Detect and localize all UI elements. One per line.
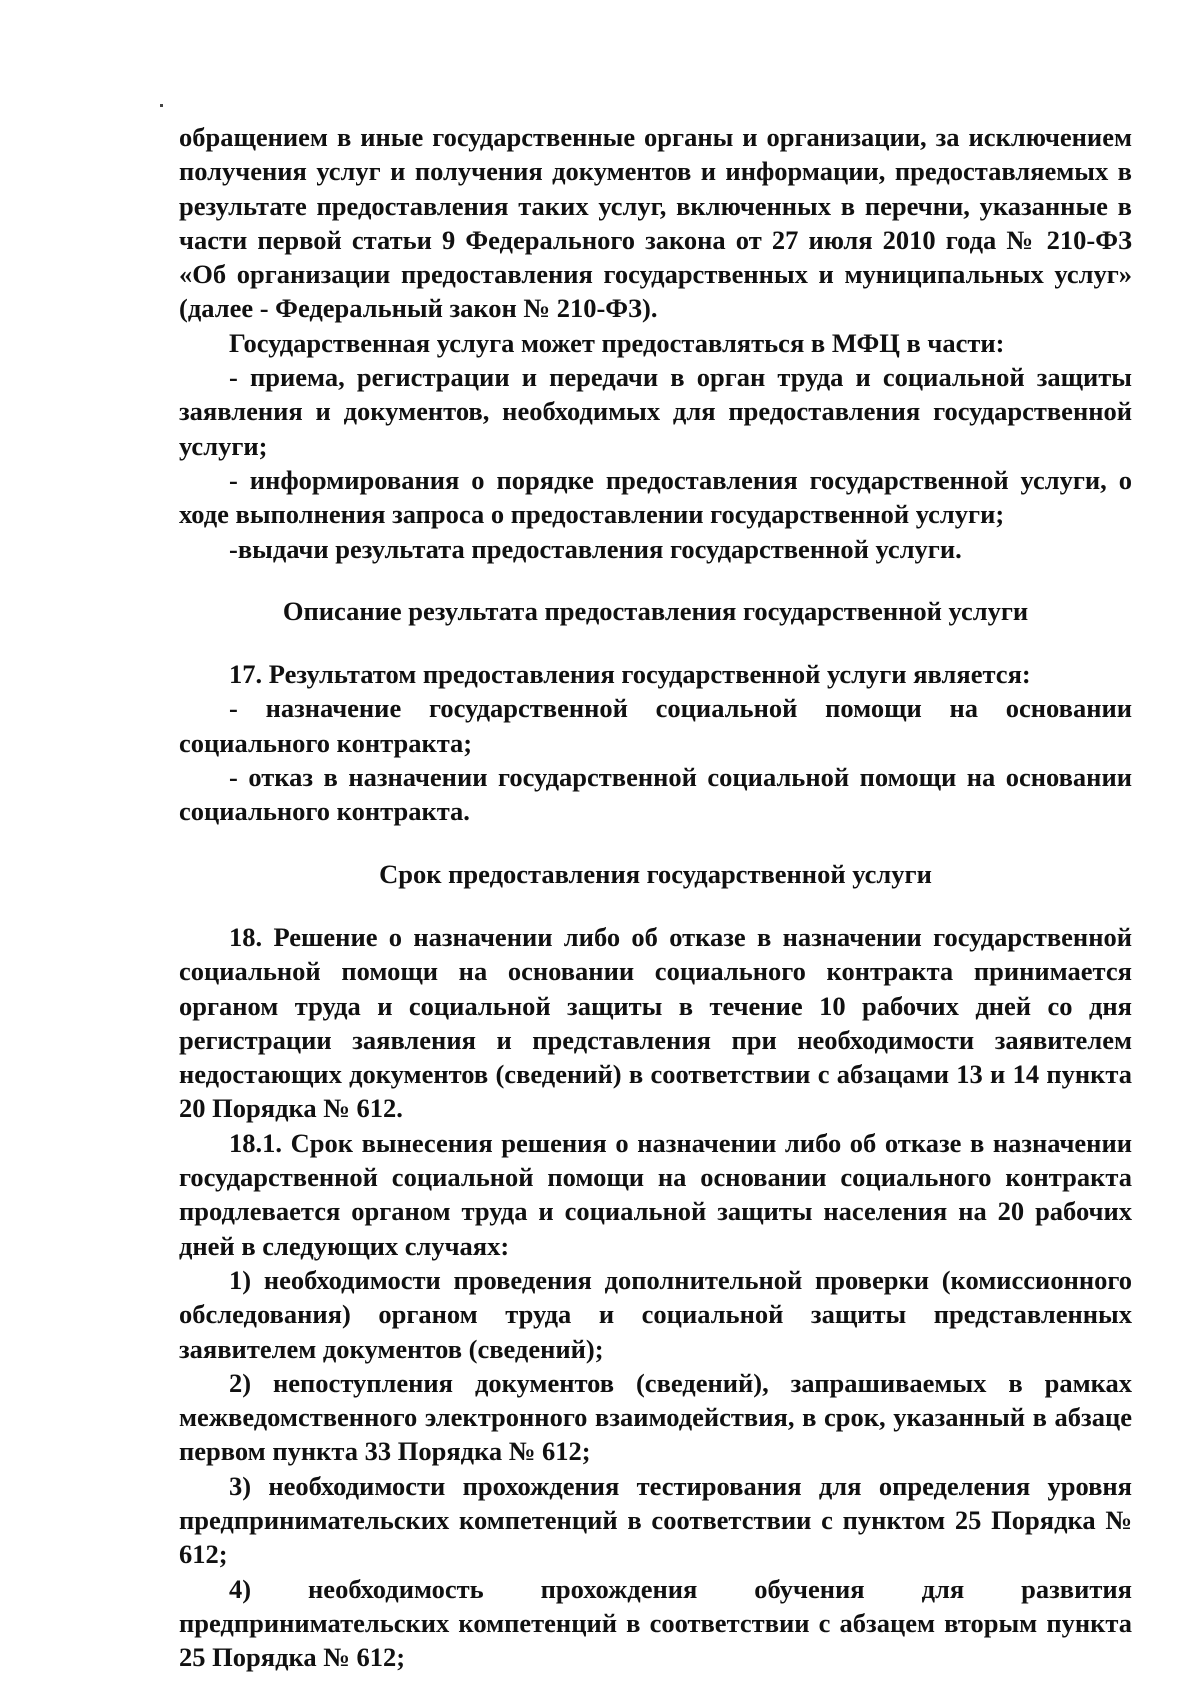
- list-item-case-1: 1) необходимости проведения дополнительной проверки (комиссионного обследования) органом труда и социальной защиты представленных заявителем документов (сведений);: [179, 1264, 1132, 1364]
- paragraph-mfc-intro: Государственная услуга может предоставляться в МФЦ в части:: [229, 327, 1005, 358]
- list-item-assignment: - назначение государственной социальной помощи на основании социального контракта;: [179, 693, 1132, 758]
- list-item-informing: - информирования о порядке предоставления государственной услуги, о ходе выполнения запроса о предоставлении государственной услуги;: [179, 464, 1132, 530]
- paragraph-18: 18. Решение о назначении либо об отказе в назначении государственной социальной помощи на основании социального контракта принимается органом труда и социальной защиты в течение 10 рабочих дней со дня регистрации заявления и представления при необходимости заявителем недостающих документов (сведений) в соответствии с абзацами 13 и 14 пункта 20 Порядка № 612.: [179, 921, 1132, 1124]
- paragraph-18-1: 18.1. Срок вынесения решения о назначении либо об отказе в назначении государственной социальной помощи на основании социального контракта продлевается органом труда и социальной защиты населения на 20 рабочих дней в следующих случаях:: [179, 1127, 1132, 1261]
- list-item-case-2: 2) непоступления документов (сведений), запрашиваемых в рамках межведомственного электронного взаимодействия, в срок, указанный в абзаце первом пункта 33 Порядка № 612;: [179, 1367, 1132, 1467]
- section-heading-term: Срок предоставления государственной услуги: [379, 858, 932, 889]
- section-heading-result: Описание результата предоставления государственной услуги: [282, 595, 1029, 626]
- list-item-case-3: 3) необходимости прохождения тестирования для определения уровня предпринимательских компетенций в соответствии с пунктом 25 Порядка № 612;: [179, 1470, 1132, 1570]
- list-item-case-4: 4) необходимость прохождения обучения для развития предпринимательских компетенций в соответствии с абзацем вторым пункта 25 Порядка № 612;: [179, 1573, 1132, 1673]
- list-item-issuance: -выдачи результата предоставления государственной услуги.: [229, 533, 962, 564]
- paragraph-continuation: обращением в иные государственные органы и организации, за исключением получения услуг и получения документов и информации, предоставляемых в результате предоставления таких услуг, включенных в перечни, указанные в части первой статьи 9 Федерального закона от 27 июля 2010 года № 210-ФЗ «Об организации предоставления государственных и муниципальных услуг» (далее - Федеральный закон № 210-ФЗ).: [179, 122, 1132, 324]
- scan-speck: [160, 104, 163, 107]
- list-item-refusal: - отказ в назначении государственной социальной помощи на основании социального контракта.: [179, 762, 1132, 827]
- list-item-reception: - приема, регистрации и передачи в орган труда и социальной защиты заявления и документов, необходимых для предоставления государственной услуги;: [179, 362, 1132, 461]
- document-body: [179, 120, 1132, 1674]
- paragraph-17: 17. Результатом предоставления государственной услуги является:: [229, 659, 1031, 690]
